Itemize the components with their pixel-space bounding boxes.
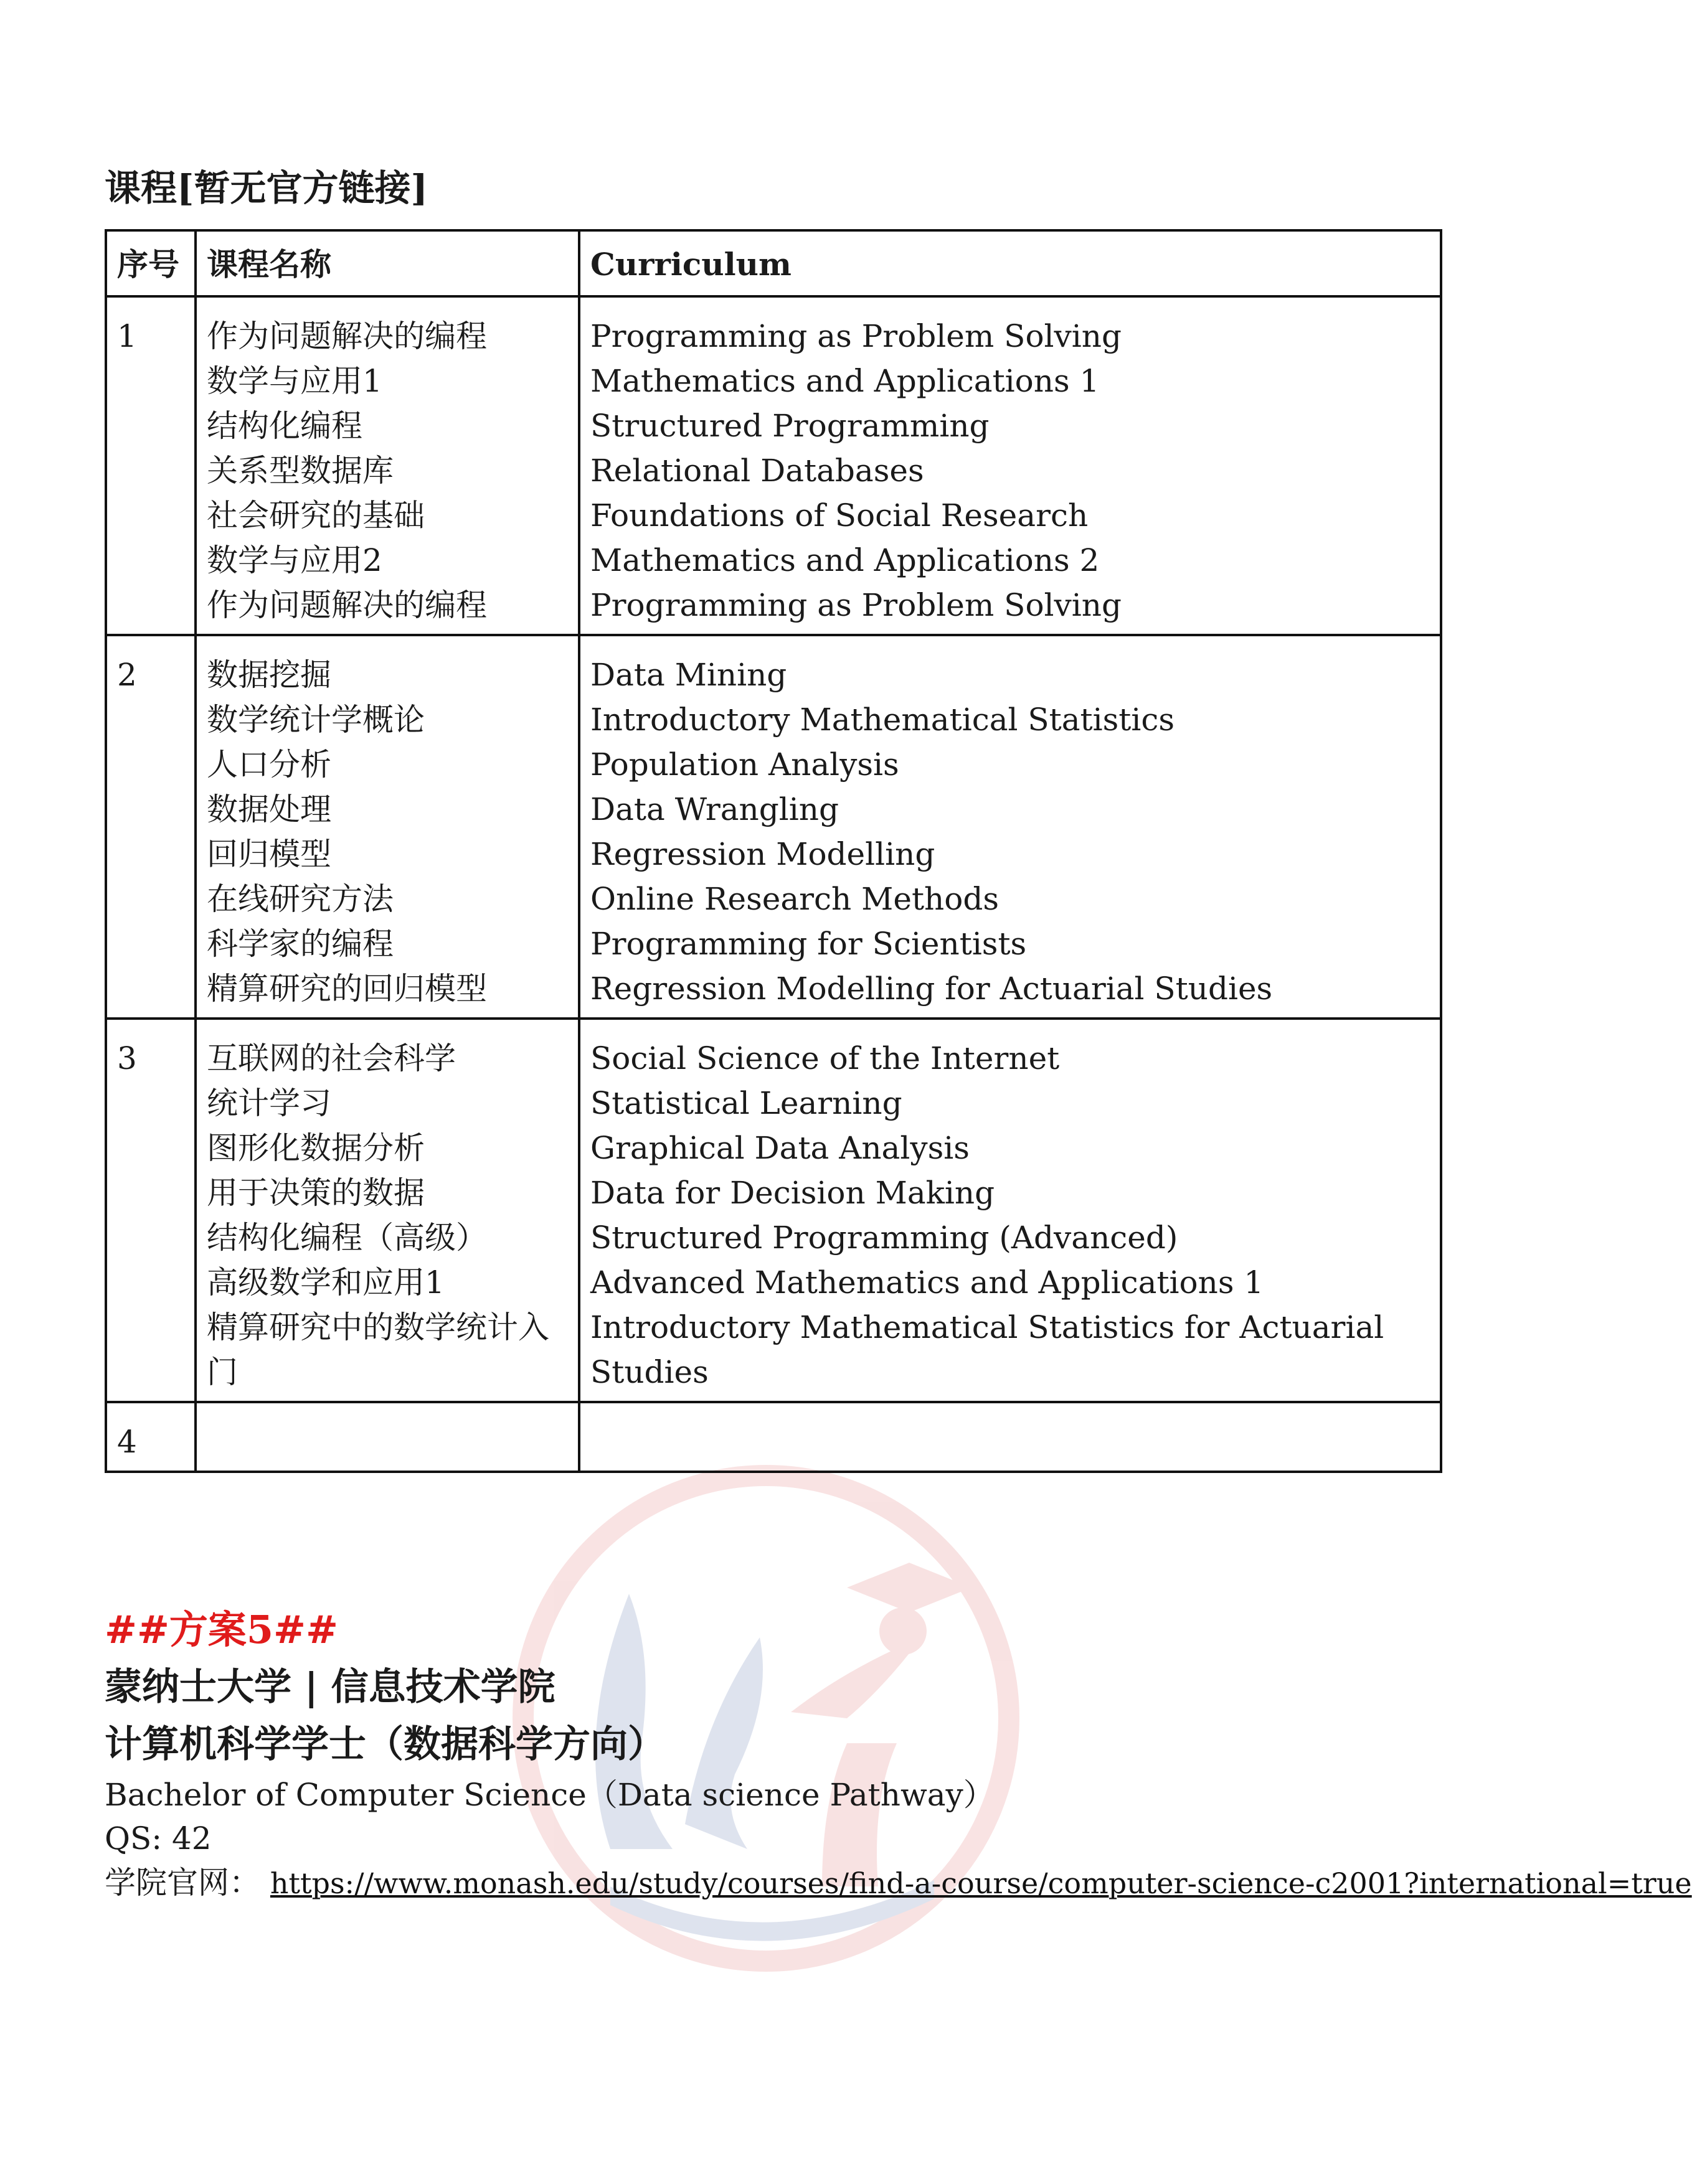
website-link[interactable]: https://www.monash.edu/study/courses/find-a-course/computer-science-c2001?international=true <box>270 1866 1692 1900</box>
course-en-cell <box>579 1402 1441 1472</box>
course-en: Programming as Problem Solving <box>590 587 1122 623</box>
course-cn: 数据处理 <box>207 791 331 827</box>
course-cn: 数学统计学概论 <box>207 702 425 738</box>
course-en: Statistical Learning <box>590 1085 902 1121</box>
table-row <box>106 1019 1441 1402</box>
course-en: Social Science of the Internet <box>590 1040 1060 1076</box>
course-en-cell <box>579 1019 1441 1402</box>
course-en: Data Wrangling <box>590 791 839 827</box>
course-cn: 图形化数据分析 <box>207 1130 425 1166</box>
course-en: Advanced Mathematics and Applications 1 <box>590 1264 1264 1301</box>
course-en: Structured Programming (Advanced) <box>590 1220 1178 1256</box>
course-cn: 结构化编程 <box>207 408 362 444</box>
header-course-name: 课程名称 <box>196 230 579 296</box>
course-cn: 作为问题解决的编程 <box>207 587 487 623</box>
course-en: Regression Modelling <box>590 836 935 872</box>
plan-label: ##方案5## <box>105 1607 338 1652</box>
header-curriculum: Curriculum <box>579 230 1441 296</box>
course-en: Online Research Methods <box>590 881 1000 917</box>
course-cn-cell <box>196 635 579 1019</box>
course-cn: 精算研究的回归模型 <box>207 971 487 1007</box>
course-cn: 作为问题解决的编程 <box>207 318 487 354</box>
course-en: Regression Modelling for Actuarial Studies <box>590 971 1273 1007</box>
website-row <box>105 1860 1692 1906</box>
course-en: Relational Databases <box>590 453 924 489</box>
row-number: 2 <box>106 635 196 1019</box>
course-cn: 高级数学和应用1 <box>207 1264 445 1301</box>
table-row <box>106 635 1441 1019</box>
course-cn: 精算研究中的数学统计入门 <box>207 1309 549 1390</box>
course-cn: 回归模型 <box>207 836 331 872</box>
course-en: Programming for Scientists <box>590 926 1027 962</box>
course-cn: 数学与应用1 <box>207 363 382 399</box>
degree-title-en: Bachelor of Computer Science（Data science Pathway） <box>105 1777 995 1813</box>
course-cn: 科学家的编程 <box>207 926 394 962</box>
course-en: Foundations of Social Research <box>590 497 1089 534</box>
curriculum-table <box>105 229 1442 1473</box>
section-title: 课程[暂无官方链接] <box>105 167 428 209</box>
course-cn-cell <box>196 1019 579 1402</box>
university-name: 蒙纳士大学 | 信息技术学院 <box>105 1665 555 1709</box>
row-number: 4 <box>106 1402 196 1472</box>
course-en: Introductory Mathematical Statistics for Actuarial Studies <box>590 1309 1384 1390</box>
row-number: 3 <box>106 1019 196 1402</box>
course-en: Mathematics and Applications 2 <box>590 542 1100 578</box>
course-cn: 统计学习 <box>207 1085 331 1121</box>
course-cn: 人口分析 <box>207 746 331 783</box>
row-number: 1 <box>106 296 196 635</box>
table-header-row <box>106 230 1441 296</box>
course-en: Programming as Problem Solving <box>590 318 1122 354</box>
course-cn: 数学与应用2 <box>207 542 382 578</box>
course-en-cell <box>579 635 1441 1019</box>
course-cn-cell <box>196 1402 579 1472</box>
course-en-cell <box>579 296 1441 635</box>
degree-title-cn: 计算机科学学士（数据科学方向） <box>105 1723 665 1766</box>
website-label: 学院官网： <box>105 1865 260 1901</box>
course-cn: 社会研究的基础 <box>207 497 425 534</box>
course-en: Mathematics and Applications 1 <box>590 363 1100 399</box>
table-row <box>106 1402 1441 1472</box>
course-en: Data for Decision Making <box>590 1175 995 1211</box>
course-cn-cell <box>196 296 579 635</box>
plan-block <box>105 1601 1692 1906</box>
course-cn: 结构化编程（高级） <box>207 1220 487 1256</box>
course-en: Structured Programming <box>590 408 990 444</box>
course-en: Population Analysis <box>590 746 899 783</box>
course-cn: 数据挖掘 <box>207 657 331 693</box>
course-en: Introductory Mathematical Statistics <box>590 702 1175 738</box>
course-cn: 在线研究方法 <box>207 881 394 917</box>
qs-ranking: QS: 42 <box>105 1820 212 1857</box>
course-cn: 关系型数据库 <box>207 453 394 489</box>
course-en: Graphical Data Analysis <box>590 1130 970 1166</box>
course-cn: 用于决策的数据 <box>207 1175 425 1211</box>
course-en: Data Mining <box>590 657 787 693</box>
table-row <box>106 296 1441 635</box>
course-cn: 互联网的社会科学 <box>207 1040 456 1076</box>
header-num: 序号 <box>106 230 196 296</box>
